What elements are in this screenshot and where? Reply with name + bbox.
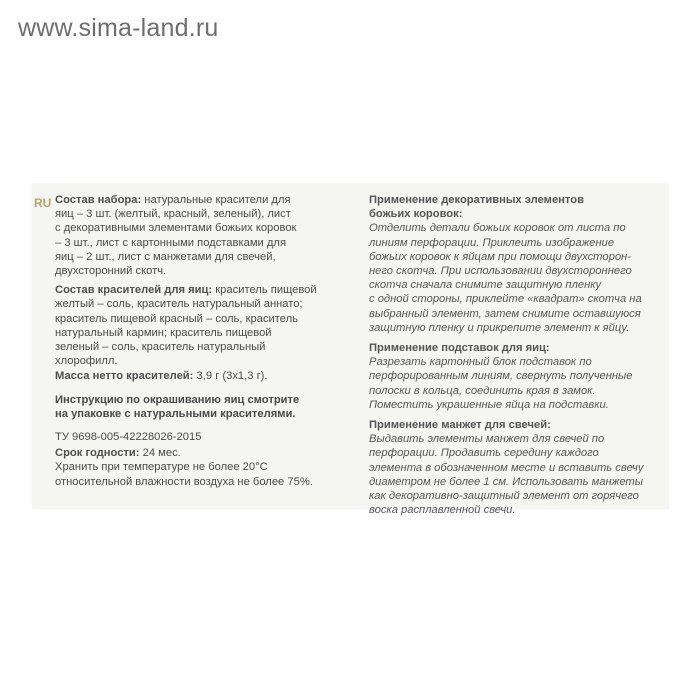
mass-value: 3,9 г (3х1,3 г). — [193, 370, 268, 383]
shelf-storage-section — [55, 446, 355, 489]
composition-line-2: яиц – 3 шт. (желтый, красный, зеленый), лист — [55, 208, 291, 221]
instruction-line-1: Инструкцию по окрашиванию яиц смотрите — [55, 393, 300, 406]
shelf-value: 24 мес. — [139, 447, 181, 460]
watermark: www.sima-land.ru — [18, 14, 219, 42]
composition-label: Состав набора: — [55, 194, 142, 206]
composition-section — [55, 193, 355, 278]
stands-line-2: перфорированным линиям, свернуть полученные — [369, 370, 633, 383]
right-column — [369, 193, 667, 523]
dyes-label: Состав красителей для яиц: — [55, 284, 213, 297]
ladybugs-line-5: скотча сначала снимите защитную пленку — [369, 279, 602, 292]
ladybugs-line-8: защитную пленку и прикрепите элемент к яйцу. — [369, 321, 630, 334]
ladybugs-line-3: божьих коровок к яйцам при помощи двухсторон- — [369, 250, 631, 263]
cuffs-line-3: элемента в обозначенном месте и вставить свечу — [369, 461, 644, 474]
cuffs-line-1: Выдавить элементы манжет для свечей по — [369, 433, 605, 446]
ladybugs-heading-1: Применение декоративных элементов — [369, 194, 584, 206]
cuffs-text — [369, 432, 667, 517]
cuffs-line-4: диаметром не более 1 см. Использовать манжеты — [369, 475, 643, 488]
dyes-text-1: краситель пищевой — [212, 284, 317, 297]
storage-line-1: Хранить при температуре не более 20°С — [55, 461, 268, 474]
mass-label: Масса нетто красителей: — [55, 370, 194, 383]
left-column — [55, 193, 355, 494]
composition-line-3: с декоративными элементами божьих коровок — [55, 222, 297, 235]
ladybugs-line-6: с одной стороны, приклейте «квадрат» скотча на — [369, 293, 642, 306]
cuffs-heading: Применение манжет для свечей: — [369, 419, 551, 432]
ladybugs-line-1: Отделить детали божьих коровок от листа по — [369, 222, 626, 235]
dyes-section — [55, 283, 355, 368]
stands-section — [369, 341, 667, 412]
instruction-card — [32, 184, 669, 517]
tu-code — [55, 430, 355, 444]
composition-line-6: двухсторонний скотч. — [55, 265, 167, 278]
language-code: RU — [34, 196, 52, 210]
tu-line: ТУ 9698-005-42228026-2015 — [55, 431, 202, 444]
ladybugs-text — [369, 221, 667, 335]
stands-text — [369, 355, 667, 412]
instruction-line-2: на упаковке с натуральными красителями. — [55, 407, 296, 420]
cuffs-line-6: воска расплавленной свечи. — [369, 504, 516, 517]
cuffs-line-5: как декоративно-защитный элемент от горячего — [369, 490, 639, 503]
dyes-line-3: краситель пищевой красный – соль, краситель — [55, 312, 298, 325]
ladybugs-line-7: выбранный элемент, затем снимите оставшуюся — [369, 307, 641, 320]
mass-section — [55, 369, 355, 383]
dyes-line-1 — [55, 283, 355, 297]
shelf-label: Срок годности: — [55, 447, 140, 460]
ladybugs-line-2: линиям перфорации. Приклеить изображение — [369, 236, 615, 249]
dyes-line-2: желтый – соль, краситель натуральный аннато; — [55, 298, 303, 311]
stands-line-1: Разрезать картонный блок подставок по — [369, 356, 592, 369]
composition-line-4: – 3 шт., лист с картонными подставками для — [55, 236, 286, 249]
stands-heading: Применение подставок для яиц: — [369, 342, 550, 355]
cuffs-line-2: перфорации. Продавить середину каждого — [369, 447, 599, 460]
dyes-line-6: хлорофилл. — [55, 355, 118, 368]
ladybugs-section — [369, 193, 667, 335]
shelf-line — [55, 446, 355, 460]
mass-line — [55, 369, 355, 383]
stands-line-4: Поместить украшенные яйца на подставки. — [369, 398, 609, 411]
dyes-line-4: натуральный кармин; краситель пищевой — [55, 326, 272, 339]
dyes-line-5: зеленый – соль, краситель натуральный — [55, 341, 266, 354]
cuffs-section — [369, 418, 667, 517]
composition-text-1: натуральные красители для — [141, 194, 291, 206]
ladybugs-line-4: него скотча. При использовании двухстороннего — [369, 265, 632, 278]
stands-line-3: полоски в кольца, соединить края в замок. — [369, 384, 596, 397]
composition-line-1 — [55, 193, 355, 207]
ladybugs-heading-2: божьих коровок: — [369, 208, 463, 221]
instruction-note — [55, 393, 355, 421]
storage-line-2: относительной влажности воздуха не более 75%. — [55, 475, 313, 488]
composition-line-5: яиц – 2 шт., лист с манжетами для свечей, — [55, 250, 276, 263]
